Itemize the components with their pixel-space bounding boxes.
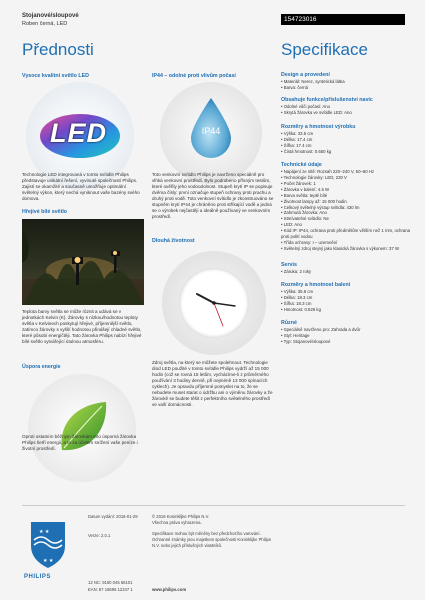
spec-line: • Speciálně navrženo pro: Zahrada a dvůr [281, 327, 411, 333]
spec-section-title: Rozměry a hmotnost balení [281, 282, 351, 288]
clock-hands-icon [179, 268, 249, 338]
spec-line: • Délka: 18.3 cm [281, 295, 411, 301]
version-label: Verze: [88, 533, 100, 538]
feature-ip44-text: Toto venkovní svítidlo Philips je navrženo speciálně pro vlhká venkovní prostředí. Bylo podrobeno přísným testům, které ověřily jeho vodoodolnost. Stupeň krytí IP se popisuje dvěma čísly: první označuje stupeň ochrany proti prachu a druhý proti vodě. Toto venkovní svítidlo je zkonstruováno se stupněm krytí IP44 je chráněno proti stříkající vodě a jedná se o výrobek nejčastěji a ideálně používaný ve venkovním prostředí. [152, 172, 274, 220]
benefits-heading: Přednosti [22, 40, 94, 59]
ip44-label: IP44 [201, 126, 221, 136]
spec-line: • Stmívatelné svítidlo: Ne [281, 216, 411, 222]
spec-section-title: Obsahuje funkce/příslušenství navíc [281, 97, 373, 103]
version-value: 2.0.1 [101, 533, 111, 538]
spec-line: • Kód IP: IP44, ochrana proti předmětům větším než 1 mm, ochrana proti polití vodou [281, 228, 411, 240]
spec-line: • Počet žárovek: 1 [281, 181, 411, 187]
spec-section-title: Design a provedení [281, 72, 330, 78]
product-title-line2: Roben černá, LED [22, 20, 68, 27]
spec-line: • Šířka: 17.4 cm [281, 143, 411, 149]
spec-section [281, 97, 411, 116]
spec-line: • Záruka: 2 roky [281, 269, 411, 275]
spec-line: • LED: Ano [281, 222, 411, 228]
feature-warm-white [22, 209, 144, 215]
leaf-icon [28, 374, 136, 482]
product-title-line1: Stojanové/sloupové [22, 13, 79, 19]
spec-line: • Celkový světelný výstup svítidla: 430 lm [281, 205, 411, 211]
ip44-illustration [160, 82, 262, 184]
clock-face [179, 268, 249, 338]
footer-issue-date [88, 514, 148, 520]
spec-line: • Životnost lampy až: 15 000 hodin [281, 199, 411, 205]
feature-energy-text: Oproti ostatním běžným žárovkám toto úsporná žárovka Philips šetří energii, a to za účelem snížení vaše peníze i životní prostředí. [22, 434, 138, 452]
feature-warm-white-text: Teplota barvy světla se může různit a udává se v jednotkách Kelvin (K). Žárovky s nízkou/hodnotou teploty světla v Kelvinech poskytují hřejivé, příjemnější světlo, zatímco žárovky s vyšší hodnotou přinášejí chladné světlo, které působí energičtěji. Tato žárovka Philips nabízí hřejivé bílé světlo vytvářející útulnou atmosféru. [22, 309, 142, 345]
footer-legal: Specifikace mohou být měněny bez předchozího varování. Ochranné známky jsou majetkem společnosti Koninklijke Philips N.V. nebo jejich příslušných vlastníků. [152, 531, 271, 548]
feature-long-life [152, 238, 274, 244]
issue-date-label: Datum vydání: [88, 514, 115, 519]
footer-website-link[interactable]: www.philips.com [152, 587, 187, 592]
spec-section [281, 282, 411, 313]
feature-led-text: Technologie LED integrovaná v tomto svítidle Philips představuje unikátní řešení, vyvinuté společností Philips. Zajistí se okamžité a současně umožňuje optimální světelný výkon, který nechá vyniknout vaše bazény svého domova. [22, 172, 140, 202]
garden-scene-icon [22, 219, 144, 305]
spec-line: • Barva: černá [281, 85, 411, 91]
feature-ip44 [152, 73, 274, 79]
spec-line: • Barva světla: teplé bílé [281, 193, 411, 199]
spec-line: • Hmotnost: 0.825 kg [281, 307, 411, 313]
footer-rights: Všechna práva vyhrazena. [152, 520, 202, 525]
specifications-heading: Specifikace [281, 40, 368, 59]
feature-long-life-text: Zdroj světla, na který se můžete spolehnout. Technologie diod LED použité v tomto svítidle Philips vydrží až 15 000 hodin (což se rovná 15 letům, vycházíme-li z průměrného používání 3 hodiny denně, při nejméně 13 000 spínacích cyklech). Je opravdu příjemné pomyslet na to, že se nebudete muset starat o údržbu ani o výměnu žárovky a že žárovkě se budete těšit z perfektního světelného prostředí ve vaší domácnosti. [152, 360, 273, 408]
footer-copyright: © 2016 Koninklijke Philips N.V. [152, 514, 210, 519]
spec-section-title: Různé [281, 320, 297, 326]
garden-lamp-photo [22, 219, 144, 305]
clock-icon [162, 251, 266, 355]
spec-section [281, 262, 411, 275]
ip44-circle-icon [160, 82, 262, 184]
spec-section [281, 72, 411, 91]
garden-photo [22, 219, 144, 305]
issue-date-value: 2016-01-29 [116, 514, 138, 519]
spec-section [281, 162, 411, 252]
philips-shield-icon [28, 512, 68, 574]
spec-section [281, 320, 411, 345]
spec-line: • Zahrnutá žárovka: Ano [281, 210, 411, 216]
footer-divider [22, 505, 405, 506]
led-label: LED [50, 118, 107, 148]
spec-section-title: Servis [281, 262, 297, 268]
product-code-badge: 154723016 [281, 14, 405, 25]
spec-line: • Materiál: Nerez, syntetická látka [281, 79, 411, 85]
spec-section [281, 124, 411, 155]
spec-line: • Technologie žárovky: LED, 230 V [281, 175, 411, 181]
spec-line: • Světelný zdroj stejný jako klasická žárovka s výkonem: 37 W [281, 246, 411, 252]
energy-circle-icon [28, 374, 136, 482]
footer-version [88, 533, 148, 539]
spec-line: • Styl: Heritage [281, 333, 411, 339]
feature-warm-white-title: Hřejivé bílé světlo [22, 209, 68, 215]
spec-line: • Délka: 17.4 cm [281, 137, 411, 143]
spec-line: • Žárovka v balení: 4.5 W [281, 187, 411, 193]
energy-illustration [28, 374, 136, 482]
feature-ip44-title: IP44 – odolné proti vlivům počasí [152, 73, 236, 79]
svg-text:★ ★: ★ ★ [43, 558, 54, 564]
spec-line: • Napájení ze sítě: Rozsah 220–240 V, 50–60 Hz [281, 169, 411, 175]
footer-ean: EAN: 87 18696 12247 1 [88, 587, 133, 592]
svg-text:★ ★: ★ ★ [39, 529, 50, 535]
spec-section-title: Technické údaje [281, 162, 322, 168]
spec-section-title: Rozměry a hmotnost výrobku [281, 124, 356, 130]
feature-energy [22, 364, 144, 370]
spec-line: • Typ: Stojanové/sloupové [281, 339, 411, 345]
spec-line: • Výška: 33.5 cm [281, 131, 411, 137]
spec-line: • Šířka: 18.3 cm [281, 301, 411, 307]
feature-energy-title: Úspora energie [22, 364, 61, 370]
spec-line: • Čistá hmotnost: 0.650 kg [281, 149, 411, 155]
spec-line: • Odolné vůči počasí: Ano [281, 104, 411, 110]
clock-illustration [162, 251, 266, 355]
spec-line: • Třída ochrany: I – uzemnění [281, 240, 411, 246]
feature-led-title: Vysoce kvalitní světlo LED [22, 73, 89, 79]
spec-line: • Skrytá žárovka ve svítidle LED: Ano [281, 110, 411, 116]
footer-nc: 12 NC: 9150 045 66101 [88, 580, 133, 585]
spec-line: • Výška: 35.8 cm [281, 289, 411, 295]
philips-wordmark: PHILIPS [24, 574, 51, 580]
feature-led [22, 73, 144, 79]
product-title [22, 13, 79, 27]
feature-long-life-title: Dlouhá životnost [152, 238, 195, 244]
